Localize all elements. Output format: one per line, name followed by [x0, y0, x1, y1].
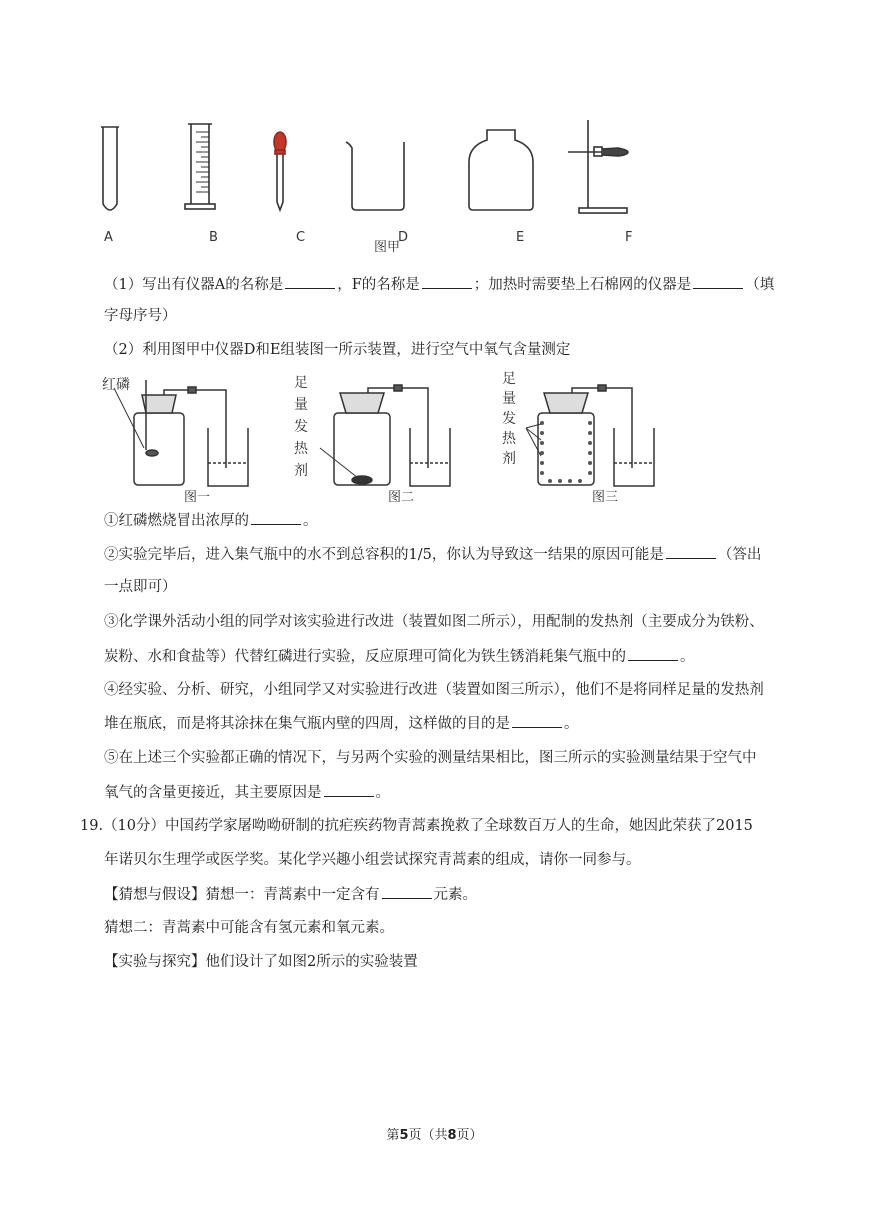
figure-label-a: A — [104, 230, 113, 245]
answer-blank[interactable] — [628, 646, 678, 661]
answer-blank[interactable] — [324, 782, 374, 797]
q18-sub4-cont: 堆在瓶底，而是将其涂抹在集气瓶内壁的四周，这样做的目的是 。 — [104, 713, 579, 734]
q19-hypothesis2: 猜想二：青蒿素中可能含有氢元素和氧元素。 — [104, 920, 394, 936]
q18-sub5-cont: 氧气的含量更接近，其主要原因是 。 — [104, 782, 390, 803]
agent-label-fig2-1: 足 — [294, 375, 308, 391]
answer-blank[interactable] — [666, 544, 716, 559]
q18-sub2-cont: 一点即可） — [104, 579, 177, 595]
q18-sub2: ②实验完毕后，进入集气瓶中的水不到总容积的1/5，你认为导致这一结果的原因可能是 （答出 — [104, 544, 761, 565]
agent-label-fig3-5: 剂 — [502, 451, 516, 467]
agent-label-fig2-3: 发 — [294, 419, 308, 435]
q19-line2: 年诺贝尔生理学或医学奖。某化学兴趣小组尝试探究青蒿素的组成，请你一同参与。 — [104, 852, 641, 868]
q18-part1-cont: 字母序号） — [104, 308, 177, 324]
agent-label-fig3-1: 足 — [502, 371, 516, 387]
figure-jia — [88, 112, 688, 262]
agent-label-fig2-5: 剂 — [294, 463, 308, 479]
q18-sub3: ③化学课外活动小组的同学对该实验进行改进（装置如图二所示），用配制的发热剂（主要成分为铁粉、 — [104, 614, 764, 630]
page-number: 5 — [399, 1128, 409, 1143]
figure-label-c: C — [296, 230, 306, 245]
q19-hypothesis1: 【猜想与假设】猜想一：青蒿素中一定含有 元素。 — [104, 884, 477, 905]
figure-caption-jia: 图甲 — [374, 240, 401, 255]
apparatus-fig1 — [114, 380, 248, 486]
figure-label-d: D — [398, 230, 409, 245]
agent-label-fig3-2: 量 — [502, 391, 516, 407]
figure-setups — [98, 368, 658, 508]
answer-blank[interactable] — [285, 274, 335, 289]
q18-sub3-cont: 炭粉、水和食盐等）代替红磷进行实验，反应原理可简化为铁生锈消耗集气瓶中的 。 — [104, 646, 695, 667]
graduated-cylinder-icon — [185, 124, 215, 209]
apparatus-drawing — [98, 368, 658, 508]
iron-stand-icon — [568, 120, 628, 213]
figure-label-e: E — [516, 230, 525, 245]
beaker-icon — [346, 142, 404, 210]
fig3-caption: 图三 — [592, 490, 619, 505]
agent-label-fig3-3: 发 — [502, 411, 516, 427]
q18-part1: （1）写出有仪器A的名称是 ，F的名称是 ；加热时需要垫上石棉网的仪器是 （填 — [104, 274, 774, 295]
answer-blank[interactable] — [693, 274, 743, 289]
answer-blank[interactable] — [422, 274, 472, 289]
agent-label-fig2-2: 量 — [294, 397, 308, 413]
q18-sub4: ④经实验、分析、研究，小组同学又对实验进行改进（装置如图三所示），他们不是将同样足量的发热剂 — [104, 682, 764, 698]
agent-label-fig2-4: 热 — [294, 441, 308, 457]
wide-bottle-icon — [469, 130, 533, 210]
dropper-icon — [274, 132, 286, 210]
q18-sub1: ①红磷燃烧冒出浓厚的 。 — [104, 510, 318, 531]
page-total: 8 — [447, 1128, 457, 1143]
page-footer: 第5页（共8页） — [386, 1128, 483, 1143]
answer-blank[interactable] — [251, 510, 301, 525]
answer-blank[interactable] — [512, 713, 562, 728]
apparatus-fig2 — [320, 385, 450, 486]
figure-label-f: F — [625, 230, 633, 245]
fig2-caption: 图二 — [388, 490, 415, 505]
apparatus-fig3 — [526, 385, 654, 486]
agent-label-fig3-4: 热 — [502, 431, 516, 447]
red-phosphorus-label: 红磷 — [102, 377, 130, 393]
q19-line1: 19.（10分）中国药学家屠呦呦研制的抗疟疾药物青蒿素挽救了全球数百万人的生命，她因此荣获了2015 — [80, 818, 753, 834]
q18-sub5: ⑤在上述三个实验都正确的情况下，与另两个实验的测量结果相比，图三所示的实验测量结果于空气中 — [104, 750, 757, 766]
fig1-caption: 图一 — [184, 490, 211, 505]
q19-experiment: 【实验与探究】他们设计了如图2所示的实验装置 — [104, 954, 418, 970]
answer-blank[interactable] — [382, 884, 432, 899]
q18-part2: （2）利用图甲中仪器D和E组装图一所示装置，进行空气中氧气含量测定 — [104, 342, 571, 358]
test-tube-icon — [103, 127, 117, 210]
figure-label-b: B — [209, 230, 218, 245]
